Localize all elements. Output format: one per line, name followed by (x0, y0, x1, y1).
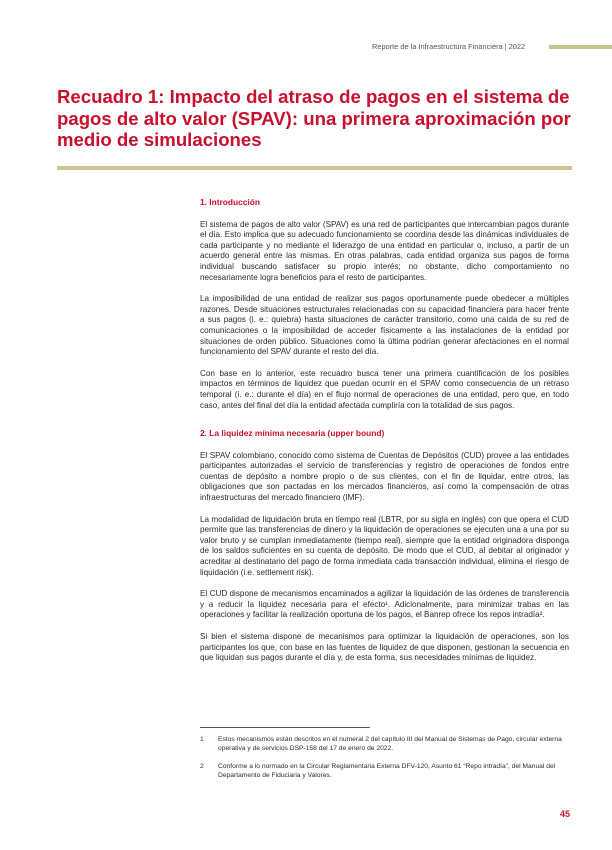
footnote-text: Conforme a lo normado en la Circular Reglamentaria Externa DFV-120, Asunto 61 “Repo intradía”, del Manual del Departamento de Fiduciaria y Valores. (218, 763, 556, 779)
body-text (200, 197, 569, 675)
paragraph: El CUD dispone de mecanismos encaminados a agilizar la liquidación de las órdenes de transferencia y a reducir la liquidez necesaria para el efecto¹. Adicionalmente, para minimizar trabas en las operaciones y facilitar la realización oportuna de los pagos, el Banrep ofrece los repos intradía². (200, 589, 569, 620)
footnote-number: 2 (200, 763, 204, 770)
paragraph: La imposibilidad de una entidad de realizar sus pagos oportunamente puede obedecer a múltiples razones. Desde situaciones estructurales relacionadas con su capacidad financiera para hacer frente a sus pagos (i. e.: quiebra) hasta situaciones de carácter transitorio, como una caída de su red de comunicaciones o la imposibilidad de acceder físicamente a las instalaciones de la entidad por situaciones de orden público. Situaciones como la última podrían generar afectaciones en el normal funcionamiento del SPAV durante el resto del día. (200, 294, 569, 357)
footnote-divider (200, 727, 370, 728)
box-title: Recuadro 1: Impacto del atraso de pagos en el sistema de pagos de alto valor (SPAV): una primera aproximación por medio de simulaciones (57, 86, 571, 150)
footnote (200, 735, 572, 753)
footnotes (200, 735, 572, 789)
footnote-text: Estos mecanismos están descritos en el numeral 2 del capítulo III del Manual de Sistemas de Pago, circular externa operativa y de servicios DSP-158 del 17 de enero de 2022. (218, 736, 562, 752)
running-header: Reporte de la Infraestructura Financiera | 2022 (372, 42, 526, 51)
paragraph: El sistema de pagos de alto valor (SPAV) es una red de participantes que intercambian pagos durante el día. Esto implica que su adecuado funcionamiento se coordina desde las dinámicas individuales de cada participante y no mediante el liderazgo de una entidad en particular o, incluso, a partir de un acuerdo general entre las mismas. En otras palabras, cada entidad organiza sus pagos de forma individual buscando satisfacer su propio interés; no obstante, dicho comportamiento no necesariamente logra beneficios para el resto de participantes. (200, 219, 569, 282)
paragraph: Si bien el sistema dispone de mecanismos para optimizar la liquidación de operaciones, son los participantes los que, con base en las fuentes de liquidez de que disponen, gestionan la secuencia en que liquidan sus pagos durante el día y, de esta forma, sus necesidades mínimas de liquidez. (200, 632, 569, 663)
section-heading-introduction: 1. Introducción (200, 197, 261, 207)
footnote-number: 1 (200, 736, 204, 743)
paragraph: Con base en lo anterior, este recuadro busca tener una primera cuantificación de los posibles impactos en términos de liquidez que puedan ocurrir en el SPAV como consecuencia de un retraso temporal (i. e.: durante el día) en el flujo normal de operaciones de una entidad, pero que, en todo caso, antes del final del día la entidad afectada cumpliría con la totalidad de sus pagos. (200, 368, 569, 410)
paragraph: La modalidad de liquidación bruta en tiempo real (LBTR, por su sigla en inglés) con que opera el CUD permite que las transferencias de dinero y la liquidación de operaciones se ejecuten una a una por su valor bruto y se cumplan inmediatamente (tiempo real), siempre que la entidad originadora disponga de los saldos suficientes en su cuenta de depósito. De modo que el CUD, al debitar al originador y acreditar al destinatario del pago de forma inmediata cada transacción individual, elimina el riesgo de liquidación (i.e. settlement risk). (200, 514, 569, 577)
section-heading-liquidity: 2. La liquidez mínima necesaria (upper bound) (200, 428, 385, 439)
paragraph: El SPAV colombiano, conocido como sistema de Cuentas de Depósitos (CUD) provee a las entidades participantes autorizadas el servicio de transferencias y registro de operaciones de fondos entre cuentas de depósito a nombre propio o de sus clientes, con el fin de liquidar, entre otros, las obligaciones que son pactadas en los mercados financieros, así como la compensación de otras infraestructuras del mercado financiero (IMF). (200, 450, 569, 503)
title-divider (57, 166, 572, 170)
header-accent-bar (549, 45, 612, 49)
page-number: 45 (560, 809, 571, 819)
footnote (200, 762, 572, 780)
